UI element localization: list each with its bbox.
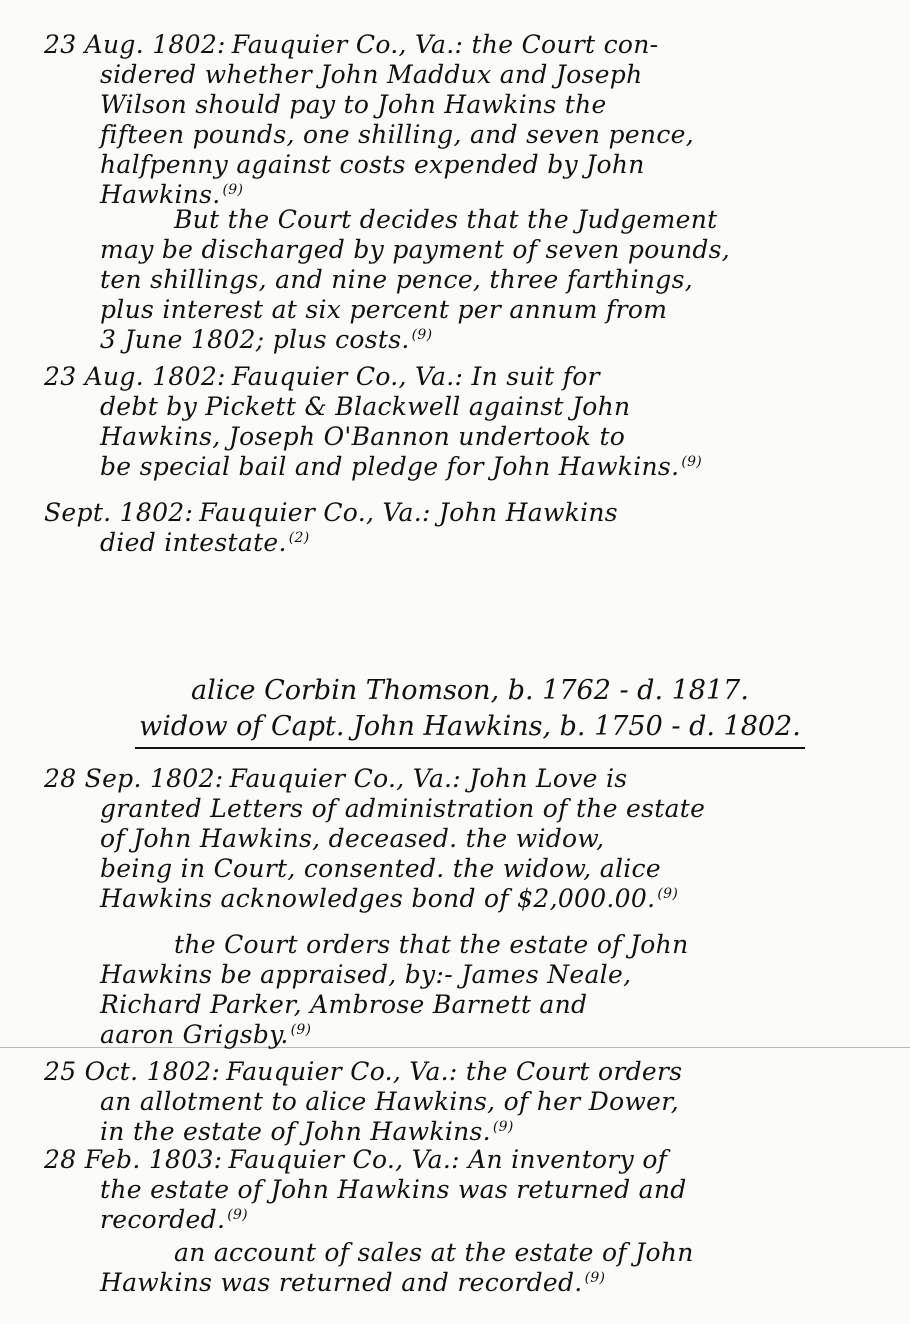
footnote-ref: (9) [411, 327, 433, 343]
entry-25-oct-1802-dower [44, 1057, 864, 1147]
entry-date: 28 Sep. 1802: [44, 764, 224, 793]
entry-first-line: Fauquier Co., Va.: In suit for [231, 362, 600, 391]
entry-23-aug-1802-suit [44, 362, 864, 482]
entry-28-sep-1802-administration [44, 764, 864, 914]
footnote-ref: (9) [492, 1119, 514, 1135]
entry-line: recorded. [100, 1205, 226, 1234]
entry-judgement-discharge [44, 205, 864, 355]
entry-line: Hawkins. [100, 180, 221, 209]
heading-widow-of: widow of Capt. John Hawkins, b. 1750 - d. 1802. [135, 709, 805, 749]
entry-line: the Court orders that the estate of John [174, 930, 689, 959]
entry-line: Hawkins, Joseph O'Bannon undertook to [100, 422, 626, 451]
entry-line: ten shillings, and nine pence, three farthings, [100, 265, 693, 294]
entry-line: an allotment to alice Hawkins, of her Dower, [100, 1087, 679, 1116]
entry-28-feb-1803-inventory [44, 1145, 864, 1235]
footnote-ref: (9) [290, 1022, 312, 1038]
entry-line: Hawkins be appraised, by:- James Neale, [100, 960, 632, 989]
entry-first-line: Fauquier Co., Va.: John Hawkins [199, 498, 618, 527]
entry-appraisal [44, 930, 864, 1050]
entry-first-line: Fauquier Co., Va.: An inventory of [228, 1145, 668, 1174]
entry-line: the estate of John Hawkins was returned and [100, 1175, 687, 1204]
entry-line: in the estate of John Hawkins. [100, 1117, 491, 1146]
entry-line: of John Hawkins, deceased. the widow, [100, 824, 605, 853]
entry-line: Richard Parker, Ambrose Barnett and [100, 990, 588, 1019]
entry-date: 28 Feb. 1803: [44, 1145, 223, 1174]
entry-line: plus interest at six percent per annum from [100, 295, 668, 324]
entry-date: Sept. 1802: [44, 498, 194, 527]
footnote-ref: (9) [222, 182, 244, 198]
entry-account-of-sales [44, 1238, 864, 1298]
entry-line: sidered whether John Maddux and Joseph [100, 60, 643, 89]
entry-line: Wilson should pay to John Hawkins the [100, 90, 607, 119]
entry-line: debt by Pickett & Blackwell against John [100, 392, 631, 421]
entry-sept-1802-death [44, 498, 864, 558]
entry-first-line: Fauquier Co., Va.: the Court orders [226, 1057, 683, 1086]
entry-line: being in Court, consented. the widow, alice [100, 854, 661, 883]
entry-line: an account of sales at the estate of John [174, 1238, 694, 1267]
footnote-ref: (9) [681, 454, 703, 470]
heading-name: alice Corbin Thomson, b. 1762 - d. 1817. [191, 675, 749, 706]
footnote-ref: (2) [288, 530, 310, 546]
entry-line: be special bail and pledge for John Hawkins. [100, 452, 680, 481]
entry-23-aug-1802-costs [44, 30, 864, 210]
entry-first-line: Fauquier Co., Va.: the Court con- [231, 30, 659, 59]
entry-date: 23 Aug. 1802: [44, 30, 226, 59]
footnote-ref: (9) [657, 886, 679, 902]
entry-date: 23 Aug. 1802: [44, 362, 226, 391]
entry-line: fifteen pounds, one shilling, and seven pence, [100, 120, 694, 149]
footnote-ref: (9) [227, 1207, 248, 1223]
entry-line: 3 June 1802; plus costs. [100, 325, 410, 354]
entry-line: granted Letters of administration of the estate [100, 794, 706, 823]
entry-line: But the Court decides that the Judgement [174, 205, 718, 234]
entry-line: Hawkins was returned and recorded. [100, 1268, 583, 1297]
entry-line: aaron Grigsby. [100, 1020, 289, 1049]
entry-line: died intestate. [100, 528, 287, 557]
entry-date: 25 Oct. 1802: [44, 1057, 221, 1086]
entry-line: may be discharged by payment of seven pounds, [100, 235, 731, 264]
entry-line: Hawkins acknowledges bond of $2,000.00. [100, 884, 656, 913]
entry-first-line: Fauquier Co., Va.: John Love is [229, 764, 628, 793]
entry-line: halfpenny against costs expended by John [100, 150, 645, 179]
footnote-ref: (9) [584, 1270, 606, 1286]
person-heading [100, 673, 840, 749]
